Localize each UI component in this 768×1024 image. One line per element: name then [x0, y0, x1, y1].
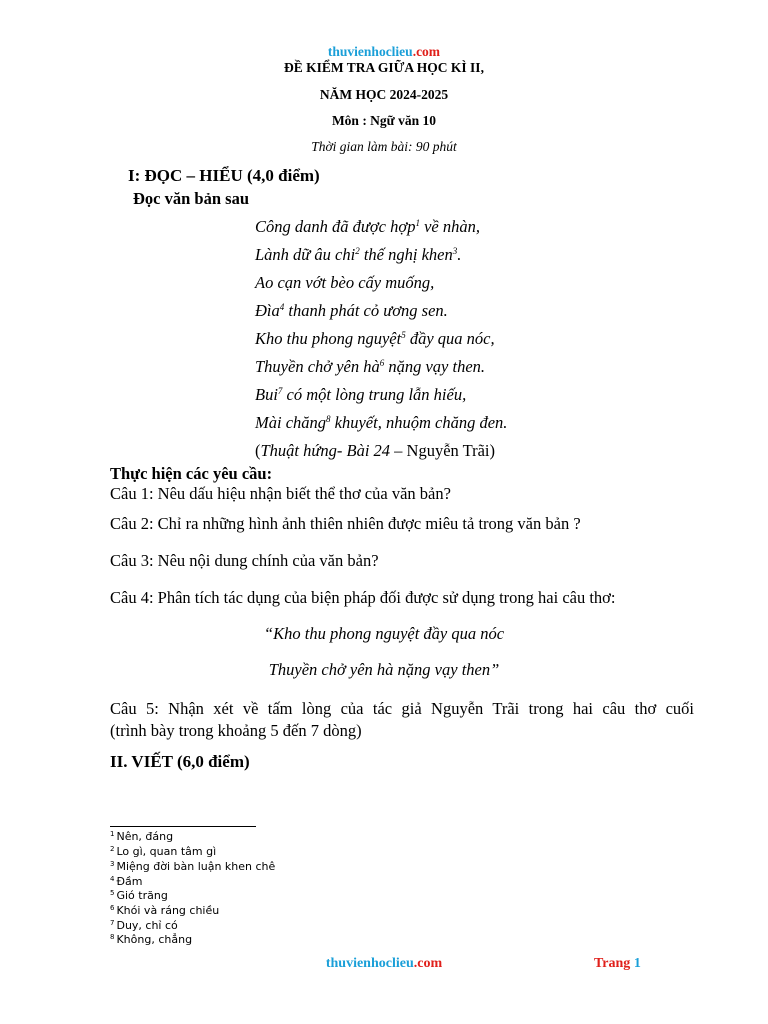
poem-line-5: Kho thu phong nguyệt$^5$ đầy qua nóc,: [255, 329, 495, 348]
tasks-heading: Thực hiện các yêu cầu:: [110, 464, 273, 483]
poem-line-2: Lành dữ âu chi$^2$ thế nghị khen$^3$.: [255, 245, 462, 264]
site-brand: [0, 44, 768, 60]
footnote-4: $^4$ Đầm: [110, 875, 143, 888]
question-1: Câu 1: Nêu dấu hiệu nhận biết thể thơ của văn bản?: [110, 484, 451, 503]
page-number: 1: [633, 956, 641, 971]
exam-time: Thời gian làm bài: 90 phút: [311, 139, 457, 154]
question-4-quote-line-1: “Kho thu phong nguyệt đầy qua nóc: [263, 624, 505, 643]
footer-brand: [0, 956, 768, 972]
section-2-heading: II. VIẾT (6,0 điểm): [110, 752, 250, 771]
footnote-2: $^2$ Lo gì, quan tâm gì: [110, 845, 217, 858]
poem-source-title: Thuật hứng- Bài 24: [260, 441, 391, 460]
footnote-7: $^7$ Duy, chỉ có: [110, 919, 178, 932]
section-1-heading: I: ĐỌC – HIỂU (4,0 điểm): [128, 166, 320, 185]
poem-line-6: Thuyền chở yên $hà^6$ nặng vạy then.: [255, 357, 486, 376]
question-3: Câu 3: Nêu nội dung chính của văn bản?: [110, 551, 379, 570]
footnote-5: $^5$ Gió trăng: [110, 889, 168, 902]
question-2: Câu 2: Chỉ ra những hình ảnh thiên nhiên được miêu tả trong văn bản ?: [110, 514, 581, 533]
footnote-6: $^6$ Khói và ráng chiều: [110, 904, 220, 917]
poem-line-4: Đìa$^4$ thanh phát cỏ ương sen.: [255, 301, 448, 320]
footer-brand-red-text: .com: [413, 956, 443, 971]
poem-line-8: Mài chăng$^8$ khuyết, nhuộm chăng đen.: [255, 413, 508, 432]
page-label: Trang: [594, 956, 631, 971]
footer-brand-blue-text: thuvienhoclieu: [325, 956, 414, 971]
poem-line-3: Ao cạn vớt bèo cấy muống,: [255, 273, 435, 292]
footnote-3: $^3$ Miệng đời bàn luận khen chê: [110, 860, 276, 873]
school-year: NĂM HỌC 2024-2025: [319, 87, 449, 102]
question-5-line-2: (trình bày trong khoảng 5 đến 7 dòng): [110, 721, 362, 740]
footnote-1: $^1$ Nên, đáng: [110, 830, 174, 843]
question-4: Câu 4: Phân tích tác dụng của biện pháp đối được sử dụng trong hai câu thơ:: [110, 588, 616, 607]
poem-source: (Thuật hứng- Bài 24 – Nguyễn Trãi): [255, 441, 496, 460]
exam-title: ĐỀ KIỂM TRA GIỮA HỌC KÌ II,: [284, 60, 484, 75]
question-5-line-1: Câu 5: Nhận xét về tấm lòng của tác giả Nguyễn Trãi trong hai câu thơ cuối: [110, 699, 694, 718]
subject: Môn : Ngữ văn 10: [331, 113, 437, 128]
poem-line-1: Công danh đã được hợp$^1$ về nhàn,: [255, 217, 480, 236]
footnote-8: $^8$ Không, chẳng: [110, 933, 193, 946]
question-4-quote-line-2: Thuyền chở yên hà nặng vạy then”: [268, 660, 500, 679]
brand-blue-text: thuvienhoclieu: [327, 44, 413, 59]
poem-line-7: Bui$^7$ có một lòng trung lẫn hiếu,: [255, 385, 467, 404]
brand-red-text: .com: [412, 44, 441, 59]
poem-source-author: – Nguyễn Trãi): [390, 441, 496, 460]
page-indicator: [594, 956, 641, 972]
footnote-separator: [110, 826, 256, 827]
reading-instruction: Đọc văn bản sau: [133, 189, 249, 208]
